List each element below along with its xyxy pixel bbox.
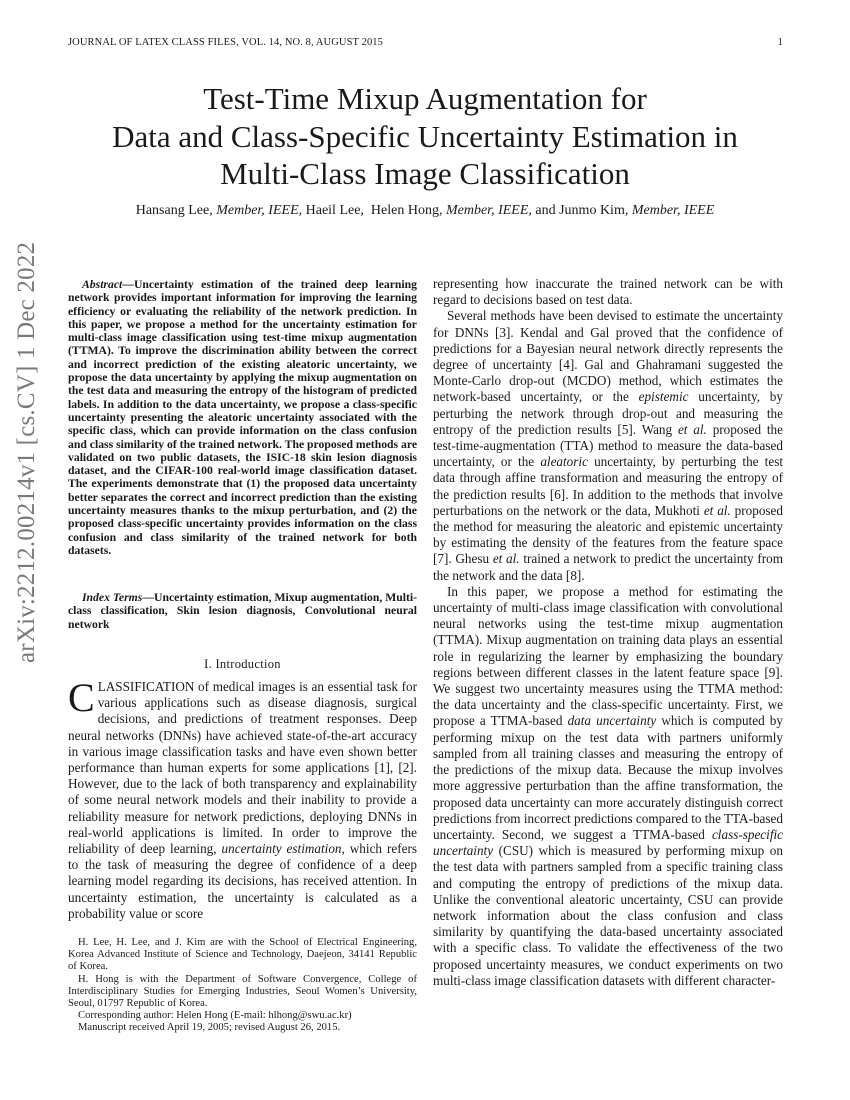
section-heading: I. Introduction <box>204 657 281 671</box>
prop-em-1: data uncertainty <box>567 713 657 729</box>
footnote-manuscript: Manuscript received April 19, 2005; revised August 26, 2015. <box>78 1022 341 1034</box>
prop-em-2: class-specific uncertainty <box>433 826 783 859</box>
footnote-affiliation-2: H. Hong is with the Department of Software Convergence, College of Interdisciplinary Studies for Emerging Industries, Seoul Women’s University, Seoul, 01797 Republic of Korea. <box>68 973 417 1010</box>
prop-text-a: In this paper, we propose a method for estimating the uncertainty of multi-class image classification with convolutional neural networks using the test-time mixup augmentation (TTMA). Mixup augmentation on training data plays an essential role in regularizing the learner by emphasizing the boundary regions between different classes in the latent feature space [9]. We suggest two uncertainty measures using the TTMA method: the data uncertainty and the class-specific uncertainty. First, we propose a TTMA-based <box>433 583 783 729</box>
rw-em-2: et al. <box>677 421 707 437</box>
rw-em-1: epistemic <box>638 389 689 405</box>
paper-title <box>40 80 810 193</box>
abstract-label: Abstract <box>82 278 123 291</box>
rw-text-f: trained a network to predict the uncertainty from the network and the data [8]. <box>433 551 783 583</box>
author-2: Haeil Lee, <box>305 203 364 218</box>
title-line-2: Data and Class-Specific Uncertainty Estimation in <box>112 118 738 154</box>
prop-text-b: which is computed by performing mixup on the test data with partners uniformly sampled from all training classes and measuring the entropy of the predictions of the mixup data. Because the mixup involves more aggressive perturbation than the affine transformation, the proposed data uncertainty can more accurately distinguish correct predictions from incorrect predictions compared to the TTA-based uncertainty. Second, we suggest a TTMA-based <box>433 713 783 842</box>
title-line-3: Multi-Class Image Classification <box>220 156 630 191</box>
author-1: Hansang Lee, <box>135 203 213 218</box>
intro-text-b: , which refers to the task of measuring the degree of confidence of a deep learning model regarding its decisions, has received attention. In uncertainty estimation, the uncertainty is calculated as a probability value or score <box>68 841 417 921</box>
author-1-role: Member, IEEE, <box>216 203 303 218</box>
rw-text-d: uncertainty, by perturbing the test data through affine transformation and measuring the entropy of the prediction results [6]. In addition to the methods that involve perturbations on the network or the data, Mukhoti <box>433 454 783 518</box>
journal-name: JOURNAL OF LATEX CLASS FILES, VOL. 14, NO. 8, AUGUST 2015 <box>68 37 383 48</box>
footnotes <box>68 937 417 1035</box>
title-line-1: Test-Time Mixup Augmentation for <box>203 81 647 116</box>
rw-text-b: uncertainty, by perturbing the network through drop-out and measuring the entropy of the prediction results [5]. Wang <box>433 389 783 437</box>
abstract <box>68 278 417 557</box>
author-3: Helen Hong, <box>370 203 443 218</box>
footnote-corresponding: Corresponding author: Helen Hong (E-mail: hlhong@swu.ac.kr) <box>78 1010 352 1022</box>
rw-em-4: et al. <box>703 502 731 518</box>
rw-text-c: proposed the test-time-augmentation (TTA) method to measure the data-based uncertainty, or the <box>433 421 783 470</box>
right-column-text <box>433 276 783 989</box>
prop-text-c: (CSU) which is measured by performing mixup on the test data with partners sampled from a specific training class and computing the entropy of predictions of the mixup data. Unlike the conventional aleatoric uncertainty, CSU can provide network information about the class confusion and class similarity by quantifying the data-based uncertainty associated with a specific class. To validate the effectiveness of the two proposed uncertainty measures, we conduct experiments on two multi-class image classification datasets with different character- <box>433 843 783 988</box>
index-terms-text: —Uncertainty estimation, Mixup augmentation, Multi-class classification, Skin lesion diagnosis, Convolutional neural network <box>68 591 418 631</box>
author-3-role: Member, IEEE, <box>445 203 532 218</box>
paragraph-related-work <box>433 308 783 583</box>
intro-paragraph <box>68 675 417 922</box>
rw-em-3: aleatoric <box>540 454 588 470</box>
rw-em-5: et al. <box>492 551 520 567</box>
index-terms-label: Index Terms <box>82 591 143 604</box>
author-list <box>40 203 810 219</box>
paragraph-proposal <box>433 584 783 989</box>
drop-cap: C <box>68 675 95 720</box>
abstract-text: —Uncertainty estimation of the trained deep learning network provides important information for improving the learning efficiency or evaluating the reliability of the network prediction. In this paper, we propose a method for the uncertainty estimation for multi-class image classification using test-time mixup augmentation (TTMA). To improve the discrimination ability between the correct and incorrect prediction of the existing aleatoric uncertainty, we propose the data uncertainty by applying the mixup augmentation on the test data and measuring the entropy of the histogram of predicted labels. In addition to the data uncertainty, we propose a class-specific uncertainty presenting the aleatoric uncertainty associated with the specific class, which can provide information on the class confusion and class similarity of the trained network. The proposed methods are validated on two public datasets, the ISIC-18 skin lesion diagnosis dataset, and the CIFAR-100 real-world image classification dataset. The experiments demonstrate that (1) the proposed data uncertainty better separates the correct and incorrect prediction than the existing uncertainty measures thanks to the mixup perturbation, and (2) the proposed class-specific uncertainty provides information on the class confusion and class similarity of the trained network for both datasets. <box>68 278 418 557</box>
running-head <box>68 37 783 48</box>
introduction-text <box>68 675 417 922</box>
index-terms <box>68 591 417 631</box>
intro-text-a: LASSIFICATION of medical images is an essential task for various applications such as disease diagnosis, surgical decisions, and predictions of treatment responses. Deep neural networks (DNNs) have achieved state-of-the-art accuracy in various image classification tasks and have even shown better performance than human experts for some applications [1], [2]. However, due to the lack of both transparency and explainability of some neural network models and their inability to provide a reliability measure for network predictions, deploying DNNs in real-world applications is limited. In order to improve the reliability of deep learning, <box>68 679 417 857</box>
rw-text-a: Several methods have been devised to estimate the uncertainty for DNNs [3]. Kendal and Gal proved that the confidence of predictions for a Bayesian neural network directly represents the degree of uncertainty [4]. Gal and Ghahramani suggested the Monte-Carlo drop-out (MCDO) method, which estimates the network-based uncertainty, or the <box>433 308 783 405</box>
author-4: and Junmo Kim, <box>535 203 629 218</box>
arxiv-stamp: arXiv:2212.00214v1 [cs.CV] 1 Dec 2022 <box>13 241 40 663</box>
page-number: 1 <box>777 37 783 48</box>
author-4-role: Member, IEEE <box>631 203 715 218</box>
paragraph-continuation: representing how inaccurate the trained network can be with regard to decisions based on test data. <box>433 276 783 308</box>
intro-emphasis: uncertainty estimation <box>221 841 342 857</box>
rw-text-e: proposed the method for measuring the aleatoric and epistemic uncertainty by estimating the density of the features from the feature space [7]. Ghesu <box>433 502 783 567</box>
footnote-affiliation-1: H. Lee, H. Lee, and J. Kim are with the School of Electrical Engineering, Korea Advanced Institute of Science and Technology, Daejeon, 34141 Republic of Korea. <box>68 937 417 973</box>
